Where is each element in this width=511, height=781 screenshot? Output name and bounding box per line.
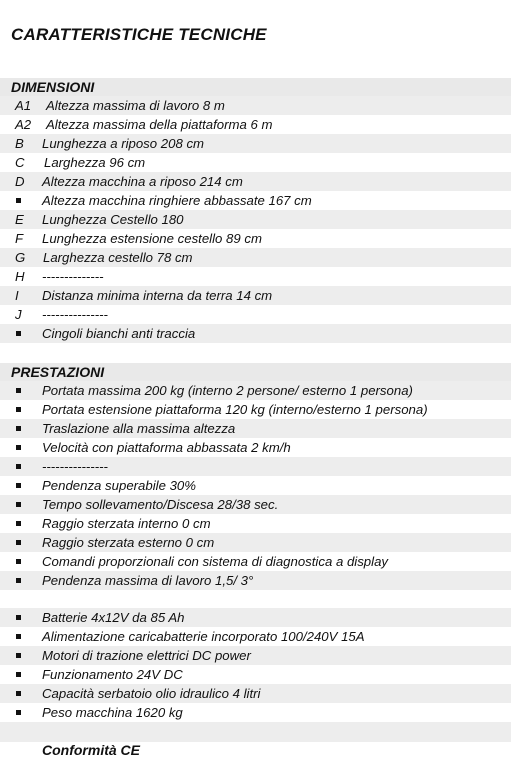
row-text: Larghezza cestello 78 cm xyxy=(43,250,193,265)
row-code: F xyxy=(15,231,24,246)
list-item xyxy=(0,646,511,665)
row-code: C xyxy=(15,155,25,170)
row-text: Cingoli bianchi anti traccia xyxy=(42,326,196,341)
list-item xyxy=(0,533,511,552)
row-text: Portata estensione piattaforma 120 kg (interno/esterno 1 persona) xyxy=(42,402,428,417)
bullet-icon xyxy=(16,426,21,431)
row-code: A1 xyxy=(15,98,32,113)
bullet-icon xyxy=(16,445,21,450)
row-text: Altezza macchina a riposo 214 cm xyxy=(42,174,243,189)
row-code: A2 xyxy=(15,117,32,132)
bullet-icon xyxy=(16,331,21,336)
row-text: Capacità serbatoio olio idraulico 4 litri xyxy=(42,686,261,701)
dimension-row-bullet xyxy=(0,324,511,343)
bullet-icon xyxy=(16,691,21,696)
list-item xyxy=(0,571,511,590)
row-text: Alimentazione caricabatterie incorporato 100/240V 15A xyxy=(42,629,365,644)
row-text: Velocità con piattaforma abbassata 2 km/h xyxy=(42,440,291,455)
row-text: Raggio sterzata esterno 0 cm xyxy=(42,535,215,550)
bullet-icon xyxy=(16,710,21,715)
prestazioni-section xyxy=(0,363,511,742)
row-text: Lunghezza estensione cestello 89 cm xyxy=(42,231,262,246)
row-text: Comandi proporzionali con sistema di diagnostica a display xyxy=(42,554,388,569)
row-text: Lunghezza a riposo 208 cm xyxy=(42,136,205,151)
list-item xyxy=(0,552,511,571)
list-item xyxy=(0,381,511,400)
conformity-label: Conformità CE xyxy=(42,742,140,758)
row-text: Peso macchina 1620 kg xyxy=(42,705,183,720)
bullet-icon xyxy=(16,653,21,658)
dimension-row-d xyxy=(0,172,511,191)
row-text: Batterie 4x12V da 85 Ah xyxy=(42,610,185,625)
row-code: I xyxy=(15,288,19,303)
list-item xyxy=(0,627,511,646)
row-code: E xyxy=(15,212,24,227)
list-item xyxy=(0,665,511,684)
row-code: H xyxy=(15,269,25,284)
row-text: Altezza massima di lavoro 8 m xyxy=(46,98,225,113)
bullet-icon xyxy=(16,198,21,203)
bullet-icon xyxy=(16,634,21,639)
row-code: G xyxy=(15,250,26,265)
row-text: Pendenza massima di lavoro 1,5/ 3° xyxy=(42,573,254,588)
bullet-icon xyxy=(16,672,21,677)
dimension-row-b xyxy=(0,134,511,153)
dimensioni-heading: DIMENSIONI xyxy=(0,78,511,96)
bullet-icon xyxy=(16,502,21,507)
row-text: Tempo sollevamento/Discesa 28/38 sec. xyxy=(42,497,279,512)
dimension-row-bullet xyxy=(0,191,511,210)
row-text: Lunghezza Cestello 180 xyxy=(42,212,184,227)
list-item xyxy=(0,703,511,722)
row-code: B xyxy=(15,136,24,151)
bullet-icon xyxy=(16,540,21,545)
bullet-icon xyxy=(16,521,21,526)
row-text: Distanza minima interna da terra 14 cm xyxy=(42,288,273,303)
list-item xyxy=(0,419,511,438)
dimension-row-i xyxy=(0,286,511,305)
row-text: --------------- xyxy=(42,459,108,474)
prestazioni-heading: PRESTAZIONI xyxy=(0,363,511,381)
list-item xyxy=(0,608,511,627)
bullet-icon xyxy=(16,483,21,488)
row-text: Portata massima 200 kg (interno 2 persone/ esterno 1 persona) xyxy=(42,383,413,398)
list-item xyxy=(0,514,511,533)
dimension-row-a1 xyxy=(0,96,511,115)
dimension-row-j xyxy=(0,305,511,324)
row-text: Larghezza 96 cm xyxy=(44,155,146,170)
list-item xyxy=(0,438,511,457)
bullet-icon xyxy=(16,615,21,620)
bullet-icon xyxy=(16,559,21,564)
row-text: Traslazione alla massima altezza xyxy=(42,421,236,436)
row-code: D xyxy=(15,174,25,189)
row-text: -------------- xyxy=(42,269,104,284)
row-text: Motori di trazione elettrici DC power xyxy=(42,648,251,663)
row-text: Altezza massima della piattaforma 6 m xyxy=(46,117,273,132)
list-item xyxy=(0,684,511,703)
page-title: CARATTERISTICHE TECNICHE xyxy=(11,25,267,44)
dimension-row-h xyxy=(0,267,511,286)
section-divider xyxy=(0,722,511,742)
row-text: Altezza macchina ringhiere abbassate 167 cm xyxy=(42,193,312,208)
list-item xyxy=(0,476,511,495)
list-item xyxy=(0,495,511,514)
list-item xyxy=(0,400,511,419)
row-code: J xyxy=(15,307,22,322)
bullet-icon xyxy=(16,464,21,469)
dimension-row-f xyxy=(0,229,511,248)
row-text: Raggio sterzata interno 0 cm xyxy=(42,516,211,531)
section-spacer xyxy=(0,590,511,608)
bullet-icon xyxy=(16,578,21,583)
bullet-icon xyxy=(16,388,21,393)
dimension-row-c xyxy=(0,153,511,172)
bullet-icon xyxy=(16,407,21,412)
list-item xyxy=(0,457,511,476)
dimension-row-a2 xyxy=(0,115,511,134)
row-text: Funzionamento 24V DC xyxy=(42,667,183,682)
dimension-row-e xyxy=(0,210,511,229)
row-text: --------------- xyxy=(42,307,108,322)
row-text: Pendenza superabile 30% xyxy=(42,478,196,493)
dimensioni-section xyxy=(0,78,511,343)
dimension-row-g xyxy=(0,248,511,267)
